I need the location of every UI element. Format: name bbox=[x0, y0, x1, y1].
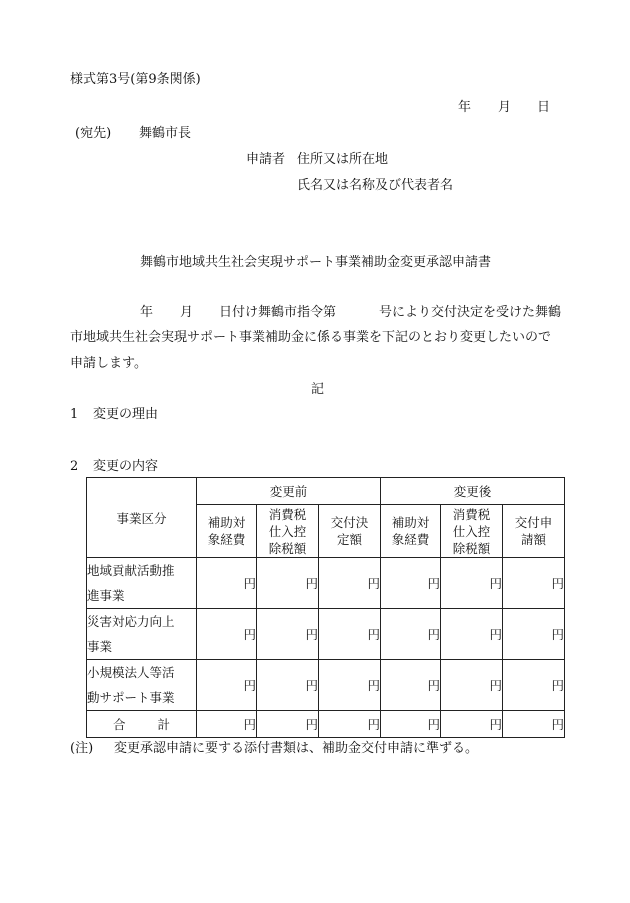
after-tax-header: 消費税 仕入控 除税額 bbox=[441, 505, 503, 558]
yen-cell[interactable]: 円 bbox=[503, 711, 565, 738]
after-requested-header: 交付申 請額 bbox=[503, 505, 565, 558]
yen-cell[interactable]: 円 bbox=[503, 660, 565, 711]
document-title: 舞鶴市地域共生社会実現サポート事業補助金変更承認申請書 bbox=[140, 255, 492, 270]
section2-label: 変更の内容 bbox=[93, 459, 159, 474]
body-month: 月 bbox=[180, 305, 194, 320]
yen-cell[interactable]: 円 bbox=[197, 609, 257, 660]
applicant-name: 氏名又は名称及び代表者名 bbox=[297, 178, 454, 193]
yen-cell[interactable]: 円 bbox=[197, 711, 257, 738]
body-line3: 申請します。 bbox=[70, 356, 147, 371]
body-line1-tail: 号により交付決定を受けた舞鶴 bbox=[379, 305, 562, 320]
yen-cell[interactable]: 円 bbox=[381, 558, 441, 609]
category-header: 事業区分 bbox=[87, 478, 197, 558]
total-row bbox=[87, 711, 565, 738]
yen-cell[interactable]: 円 bbox=[197, 558, 257, 609]
body-date-ref: 日付け舞鶴市指令第 bbox=[219, 305, 337, 320]
yen-cell[interactable]: 円 bbox=[319, 609, 381, 660]
yen-cell[interactable]: 円 bbox=[503, 609, 565, 660]
before-decided-header: 交付決 定額 bbox=[319, 505, 381, 558]
section2-number: 2 bbox=[70, 459, 79, 474]
yen-cell[interactable]: 円 bbox=[257, 558, 319, 609]
row-category: 小規模法人等活 動サポート事業 bbox=[87, 660, 197, 711]
yen-cell[interactable]: 円 bbox=[257, 711, 319, 738]
section1-label: 変更の理由 bbox=[93, 407, 159, 422]
yen-cell[interactable]: 円 bbox=[441, 660, 503, 711]
yen-cell[interactable]: 円 bbox=[197, 660, 257, 711]
yen-cell[interactable]: 円 bbox=[503, 558, 565, 609]
yen-cell[interactable]: 円 bbox=[319, 711, 381, 738]
yen-cell[interactable]: 円 bbox=[381, 711, 441, 738]
date-year: 年 bbox=[458, 100, 472, 115]
table-row bbox=[87, 609, 565, 660]
section1-number: 1 bbox=[70, 407, 79, 422]
yen-cell[interactable]: 円 bbox=[381, 660, 441, 711]
note-text: 変更承認申請に要する添付書類は、補助金交付申請に準ずる。 bbox=[114, 741, 479, 756]
addressee-name: 舞鶴市長 bbox=[139, 126, 192, 141]
date-month: 月 bbox=[498, 100, 512, 115]
yen-cell[interactable]: 円 bbox=[441, 711, 503, 738]
yen-cell[interactable]: 円 bbox=[381, 609, 441, 660]
total-label: 合 計 bbox=[87, 711, 197, 738]
table-row bbox=[87, 558, 565, 609]
yen-cell[interactable]: 円 bbox=[319, 558, 381, 609]
before-tax-header: 消費税 仕入控 除税額 bbox=[257, 505, 319, 558]
form-number: 様式第3号(第9条関係) bbox=[70, 72, 201, 87]
note-label: (注) bbox=[70, 741, 94, 756]
yen-cell[interactable]: 円 bbox=[257, 609, 319, 660]
change-content-table bbox=[86, 477, 565, 738]
yen-cell[interactable]: 円 bbox=[257, 660, 319, 711]
body-line2: 市地域共生社会実現サポート事業補助金に係る事業を下記のとおり変更したいので bbox=[70, 330, 552, 345]
row-category: 地域貢献活動推 進事業 bbox=[87, 558, 197, 609]
applicant-label: 申請者 bbox=[246, 152, 286, 167]
after-subsidy-header: 補助対 象経費 bbox=[381, 505, 441, 558]
date-day: 日 bbox=[537, 100, 551, 115]
table-row bbox=[87, 660, 565, 711]
yen-cell[interactable]: 円 bbox=[441, 609, 503, 660]
applicant-address: 住所又は所在地 bbox=[297, 152, 389, 167]
yen-cell[interactable]: 円 bbox=[319, 660, 381, 711]
ki-heading: 記 bbox=[311, 382, 325, 397]
before-header: 変更前 bbox=[197, 478, 381, 505]
before-subsidy-header: 補助対 象経費 bbox=[197, 505, 257, 558]
row-category: 災害対応力向上 事業 bbox=[87, 609, 197, 660]
yen-cell[interactable]: 円 bbox=[441, 558, 503, 609]
addressee-label: (宛先) bbox=[75, 126, 112, 141]
body-year: 年 bbox=[140, 305, 154, 320]
after-header: 変更後 bbox=[381, 478, 565, 505]
